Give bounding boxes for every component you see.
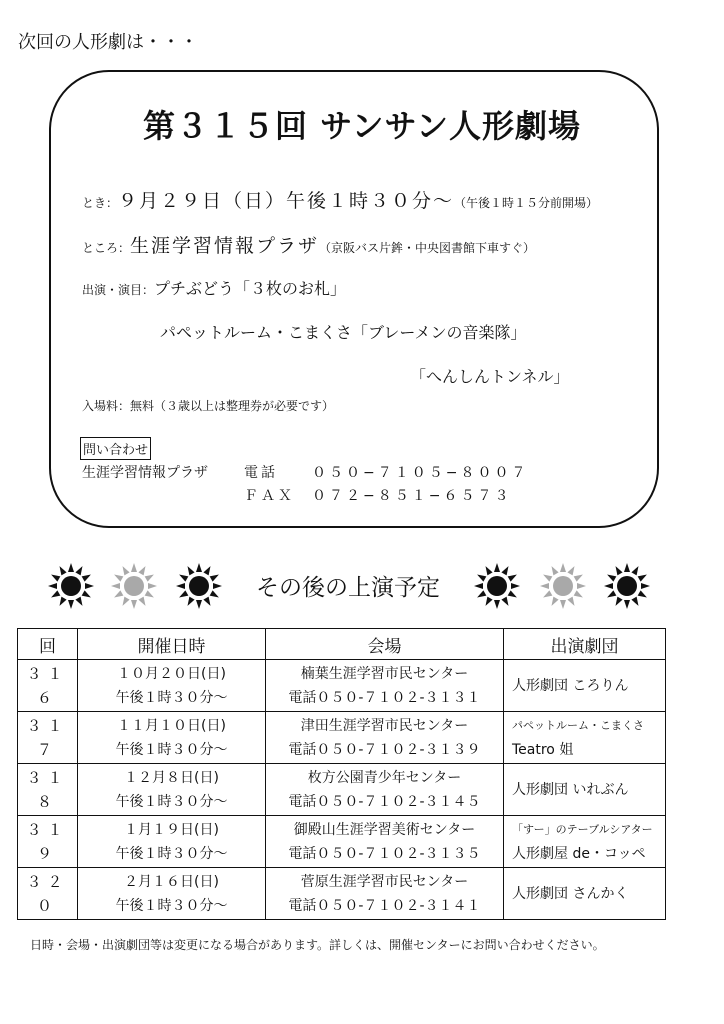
table-row: [18, 816, 666, 868]
place-label: ところ：: [82, 241, 131, 255]
venue-phone: 電話０５０-７１０２-３１４５: [288, 793, 481, 810]
row-number: ３２０: [18, 868, 78, 920]
row-number: ３１８: [18, 764, 78, 816]
sun-icon: [540, 563, 586, 609]
performer-2-second-play: 「へんしんトンネル」: [410, 367, 570, 386]
venue-name: 御殿山生涯学習美術センター: [293, 821, 476, 838]
date-value: ９月２９日（日）午後１時３０分～: [118, 190, 455, 212]
venue-phone: 電話０５０-７１０２-３１４１: [288, 897, 481, 914]
schedule-table: [17, 628, 666, 920]
contact-label: 問い合わせ: [80, 437, 151, 460]
sun-icon: [604, 563, 650, 609]
row-venue: [266, 712, 504, 764]
row-date: ２月１６日(日): [124, 873, 219, 890]
row-datetime: [78, 816, 266, 868]
row-troupe: [504, 764, 666, 816]
contact-org: 生涯学習情報プラザ: [82, 465, 208, 481]
row-date: １月１９日(日): [124, 821, 219, 838]
header-number: 回: [18, 629, 78, 660]
sun-icon: [48, 563, 94, 609]
event-fee: [82, 397, 334, 414]
fee-label: 入場料：: [82, 399, 131, 413]
event-place: [82, 231, 535, 258]
venue-name: 津田生涯学習市民センター: [300, 717, 469, 734]
venue-name: 楠葉生涯学習市民センター: [300, 665, 469, 682]
row-troupe: [504, 868, 666, 920]
fee-value: 無料（３歳以上は整理券が必要です）: [130, 399, 335, 413]
place-note: （京阪バス片鉾・中央図書館下車すぐ）: [319, 241, 536, 255]
row-number: ３１９: [18, 816, 78, 868]
row-datetime: [78, 712, 266, 764]
table-row: [18, 764, 666, 816]
row-date: １２月８日(日): [124, 769, 219, 786]
row-troupe: [504, 660, 666, 712]
header-datetime: 開催日時: [78, 629, 266, 660]
row-time: 午後１時３０分～: [115, 689, 228, 706]
performers-label: 出演・演目：: [82, 283, 155, 297]
performer-2: パペットルーム・こまくさ「ブレーメンの音楽隊」: [160, 323, 527, 342]
venue-name: 菅原生涯学習市民センター: [300, 873, 469, 890]
row-date: １１月１０日(日): [117, 717, 226, 734]
event-title: 第３１５回 サンサン人形劇場: [143, 107, 581, 145]
contact-fax: ＦＡＸ ０７２−８５１−６５７３: [244, 488, 512, 504]
troupe-name: 人形劇屋 de・コッペ: [512, 845, 646, 862]
troupe-name: Teatro 姐: [512, 741, 574, 758]
sun-icon: [176, 563, 222, 609]
sun-icon: [474, 563, 520, 609]
row-time: 午後１時３０分～: [115, 793, 228, 810]
row-time: 午後１時３０分～: [115, 741, 228, 758]
row-datetime: [78, 764, 266, 816]
venue-phone: 電話０５０-７１０２-３１３１: [288, 689, 481, 706]
row-number: ３１６: [18, 660, 78, 712]
row-datetime: [78, 660, 266, 712]
row-troupe: [504, 712, 666, 764]
table-row: [18, 660, 666, 712]
venue-name: 枚方公園青少年センター: [307, 769, 462, 786]
performer-1: プチぶどう「３枚のお札」: [154, 279, 347, 298]
row-venue: [266, 764, 504, 816]
event-date: [82, 186, 598, 213]
header-venue: 会場: [266, 629, 504, 660]
row-number: ３１７: [18, 712, 78, 764]
table-row: [18, 712, 666, 764]
troupe-name: 「すー」のテーブルシアター: [512, 822, 653, 836]
header-troupe: 出演劇団: [504, 629, 666, 660]
sun-icon: [111, 563, 157, 609]
row-venue: [266, 868, 504, 920]
date-label: とき：: [82, 196, 119, 210]
table-header-row: [18, 629, 666, 660]
troupe-name: 人形劇団 さんかく: [512, 885, 629, 902]
row-venue: [266, 660, 504, 712]
place-value: 生涯学習情報プラザ: [130, 235, 320, 257]
row-time: 午後１時３０分～: [115, 845, 228, 862]
troupe-name: 人形劇団 いれぶん: [512, 781, 629, 798]
venue-phone: 電話０５０-７１０２-３１３５: [288, 845, 481, 862]
venue-phone: 電話０５０-７１０２-３１３９: [288, 741, 481, 758]
contact-tel: 電話 ０５０−７１０５−８００７: [244, 465, 529, 481]
row-venue: [266, 816, 504, 868]
row-troupe: [504, 816, 666, 868]
row-time: 午後１時３０分～: [115, 897, 228, 914]
troupe-name: 人形劇団 ころりん: [512, 677, 629, 694]
table-row: [18, 868, 666, 920]
date-note: （午後１時１５分前開場）: [454, 196, 599, 210]
row-datetime: [78, 868, 266, 920]
row-date: １０月２０日(日): [117, 665, 226, 682]
troupe-name: パペットルーム・こまくさ: [512, 718, 644, 732]
schedule-title: その後の上演予定: [256, 575, 440, 601]
event-performers: [82, 276, 346, 299]
intro-text: 次回の人形劇は・・・: [18, 32, 198, 53]
footnote: 日時・会場・出演劇団等は変更になる場合があります。詳しくは、開催センターにお問い合わせください。: [30, 938, 605, 952]
